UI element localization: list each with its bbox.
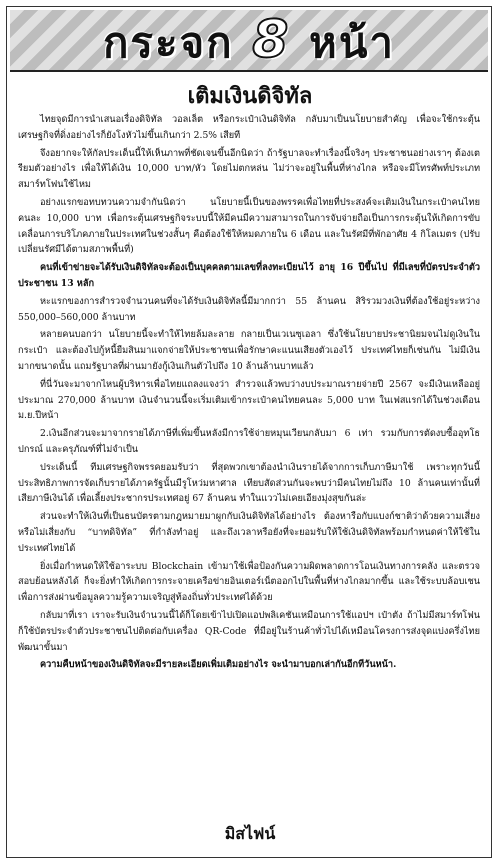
paragraph: หลายคนบอกว่า นโยบายนี้จะทำให้ไทยล้มละลาย กลายเป็นเวเนซุเอลา ซึ่งใช้นโยบายประชานิยมจนไม่ดูเงินในกระเป๋า และต้องไปกู้หนี้ยืมสินมาแจกจ่ายให้ประชาชนเพื่อรักษาคะแนนเสียงตัวเองไว้ ประเทศไทยก็เช่นกัน ไม่มีเงินมากขนาดนั้น แถมรัฐบาลที่ผ่านมายังกู้เงินเกินตัวไปถึง 10 ล้านล้านบาทแล้ว bbox=[18, 329, 480, 372]
paragraph: ไทยจุดมีการนำเสนอเรื่องดิจิทัล วอลเล็ต หรือกระเป๋าเงินดิจิทัล กลับมาเป็นนโยบายสำคัญ เพื่อจะใช้กระตุ้นเศรษฐกิจที่ดิ่งอย่างไรก็ยังโงหัวไม่ขึ้นเกินกว่า 2.5% เสียที bbox=[18, 114, 480, 141]
paragraph: อย่างแรกขอทบทวนความจำกันนิดว่า นโยบายนี้เป็นของพรรคเพื่อไทยที่ประสงค์จะเติมเงินในกระเป๋าคนไทยคนละ 10,000 บาท เพื่อกระตุ้นเศรษฐกิจระบบนี้ให้มีคนมีความสามารถในการจับจ่ายถือเป็นการกระตุ้นให้เกิดการขับเคลื่อนการบริโภคภายในประเทศในช่วงสั้นๆ คือต้องใช้ให้หมดภายใน 6 เดือน และในรัศมีที่พักอาศัย 4 กิโลเมตร (ปรับเปลี่ยนรัศมีได้ตามสภาพพื้นที่) bbox=[18, 196, 480, 256]
paragraph: จึงอยากจะให้กัลประเด็นนี้ให้เห็นภาพที่ชัดเจนขึ้นอีกนิดว่า ถ้ารัฐบาลจะทำเรื่องนี้จริงๆ ประชาชนอย่างเราๆ ต้องเตรียมตัวอย่างไร เพื่อให้ได้เงิน 10,000 บาท/หัว โดยไม่ตกหล่น ไม่ว่าจะอยู่ในพื้นที่ห่างไกล หรือจะมีโทรศัพท์ประเภทสมาร์ทโฟนใช้ไหม bbox=[18, 147, 480, 191]
paragraph: ที่นี่วันจะมาจากไหนผู้บริหารเพื่อไทยแถลงแจงว่า สำรวจแล้วพบว่างบประมาณรายจ่ายปี 2567 จะมีเงินเหลืออยู่ประมาณ 270,000 ล้านบาท เงินจำนวนนี้จะเริ่มเติมเข้ากระเป๋าคนไทยคนละ 5,000 บาท ในเฟสแรกได้ในช่วงเดือน ม.ย.ปีหน้า bbox=[18, 378, 480, 422]
article-title: เติมเงินดิจิทัล bbox=[187, 84, 313, 109]
masthead-word-left: กระจก bbox=[102, 18, 234, 67]
column-header bbox=[10, 10, 488, 72]
paragraph: ยิ่งเมื่อกำหนดให้ใช้อาระบบ Blockchain เข้ามาใช้เพื่อป้องกันความผิดพลาดการโอนเงินทางการคลัง และตรวจสอบย้อนหลังได้ ก็จะยิ่งทำให้เกิดการกระจายเครือข่ายอินเตอร์เน็ตออกไปในพื้นที่ห่างไกลมากขึ้น และใช้ระบบล้อบเชนเพื่อการส่งผ่านข้อมูลความรู้ความเจริญสู่ท้องถิ่นทั่วประเทศได้ด้วย bbox=[18, 560, 480, 604]
masthead-word-right: หน้า bbox=[309, 18, 395, 67]
masthead-number: 8 bbox=[252, 10, 291, 70]
column-masthead bbox=[10, 10, 488, 70]
paragraph: 2.เงินอีกส่วนจะมาจากรายได้ภาษีที่เพิ่มขึ้นหลังมีการใช้จ่ายหมุนเวียนกลับมา 6 เท่า รวมกับการตัดงบซื้ออุทโธปกรณ์ และครุภัณฑ์ที่ไม่จำเป็น bbox=[18, 428, 480, 455]
author-signature: มิสไฟน์ bbox=[224, 824, 276, 843]
paragraph: หะแรกของการสำรวจจำนวนคนที่จะได้รับเงินดิจิทัลนี้มีมากกว่า 55 ล้านคน สิริรวมวงเงินที่ต้องใช้อยู่ระหว่าง 550,000–560,000 ล้านบาท bbox=[18, 295, 480, 323]
paragraph: ความคืบหน้าของเงินดิจิทัลจะมีรายละเอียดเพิ่มเติมอย่างไร จะนำมาบอกเล่ากันอีกทีวันหน้า. bbox=[40, 659, 397, 671]
paragraph: ประเด็นนี้ ทีมเศรษฐกิจพรรคยอมรับว่า ที่สุดพวกเขาต้องนำเงินรายได้จากการเก็บภาษีมาใช้ เพราะทุกวันนี้ประสิทธิภาพการจัดเก็บรายได้ภาครัฐนั้นมีรูโหว่มหาศาล เทียบสัดส่วนกันจะพบว่ามีคนไทยไม่ถึง 10 ล้านคนเท่านั้นที่เสียภาษีเงินได้ เพื่อเลี้ยงประชากรประเทศอยู่ 67 ล้านคน ทำในแววไม่เคยเอียงมุ่งสุขกันล่ะ bbox=[18, 461, 480, 505]
article-body bbox=[18, 112, 480, 675]
paragraph: กลับมาที่เรา เราจะรับเงินจำนวนนี้ได้ก็โดยเข้าไปเปิดแอปพลิเคชันเหมือนการใช้แอปฯ เป๋าตัง ถ้าไม่มีสมาร์ทโฟนก็ใช้บัตรประจำตัวประชาชนไปติดต่อกับเครื่อง QR-Code ที่มีอยู่ในร้านค้าทั่วไปได้เหมือนโครงการส่งจุดแบ่งครึ่งไทยพัฒนาขั้นมา bbox=[18, 609, 480, 653]
paragraph: ส่วนจะทำให้เงินที่เป็นธนบัตรตามกฎหมายมาผูกกับเงินดิจิทัลได้อย่างไร ต้องหารือกับแบงก์ชาติว่าด้วยความเสี่ยงหรือไม่เสี่ยงกับ “บาทดิจิทัล” ที่กำลังทำอยู่ และถึงเวลาหรือยังที่จะยอมรับให้ใช้เงินดิจิทัลพร้อมกำหนดค่าให้ใช้ในประเทศไทยได้ bbox=[18, 511, 480, 554]
paragraph: คนที่เข้าข่ายจะได้รับเงินดิจิทัลจะต้องเป็นบุคคลตามเลขที่ลงทะเบียนไว้ อายุ 16 ปีขึ้นไป ที่มีเลขที่บัตรประจำตัวประชาชน 13 หลัก bbox=[18, 262, 480, 289]
